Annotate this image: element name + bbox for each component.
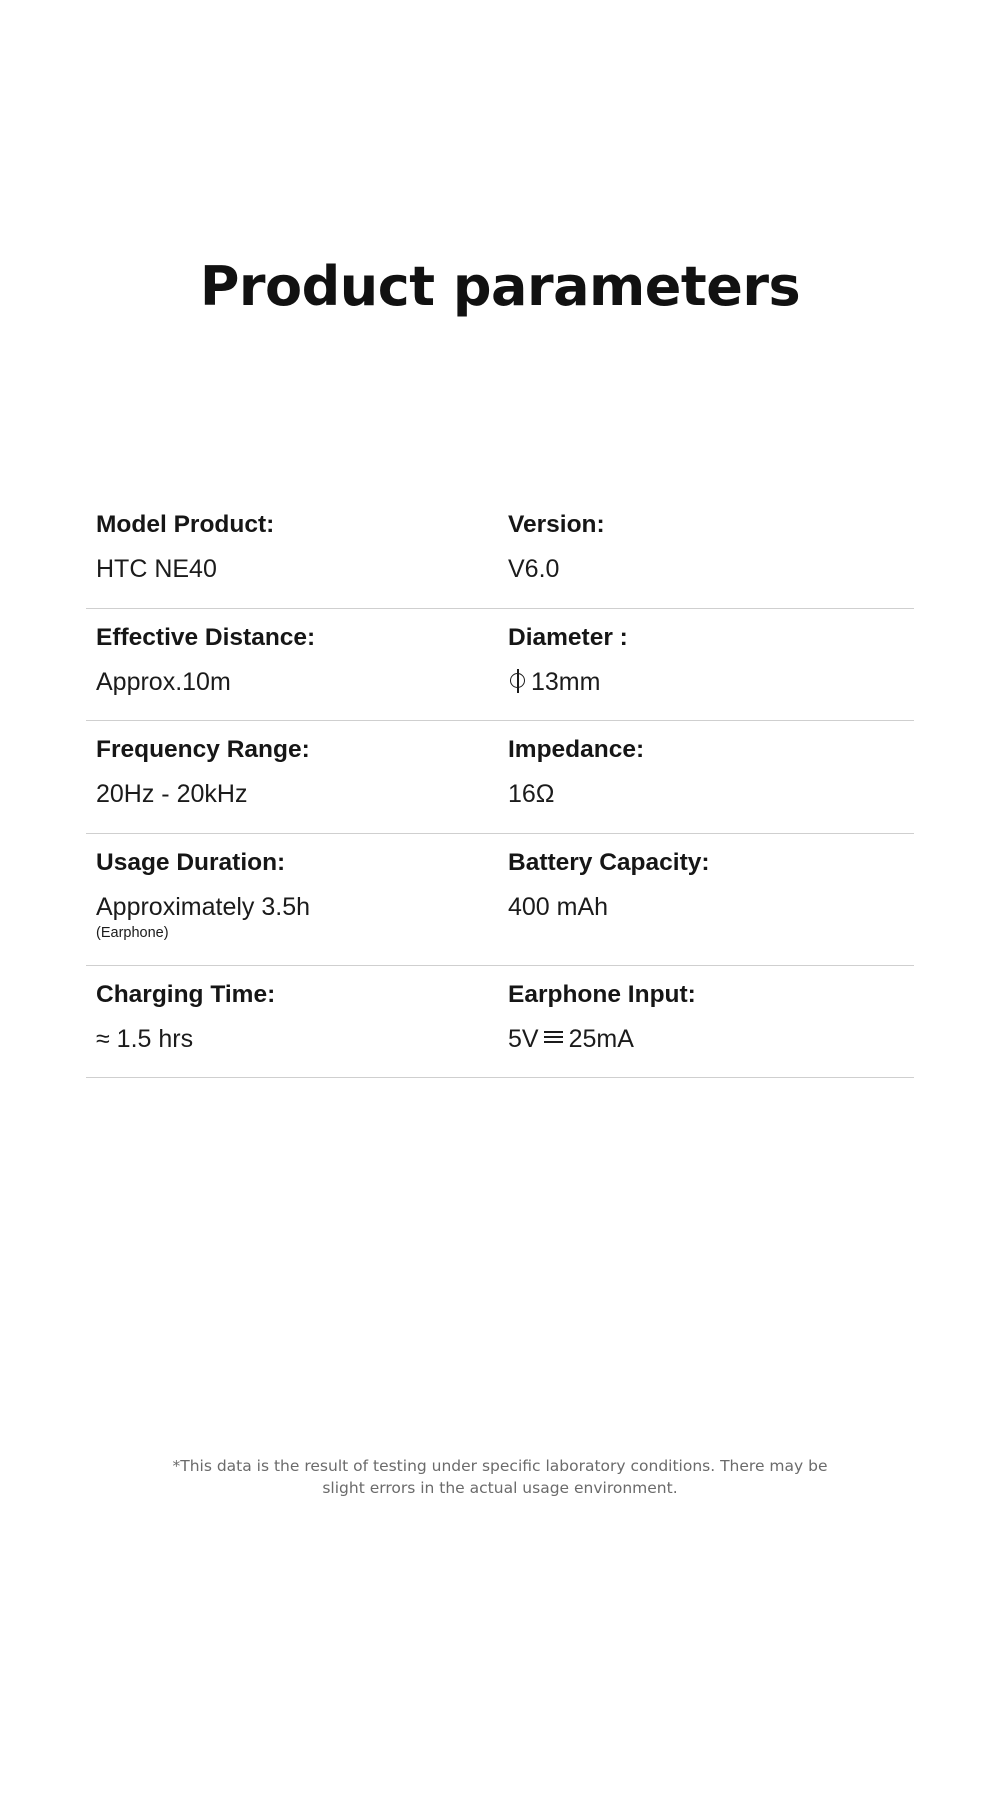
footnote-line-2: slight errors in the actual usage environment. (322, 1479, 678, 1498)
spec-label: Model Product: (96, 511, 275, 538)
table-row (86, 834, 914, 966)
spec-label: Battery Capacity: (508, 848, 710, 876)
spec-value: 400 mAh (508, 892, 609, 921)
table-row (86, 966, 914, 1079)
spec-label: Impedance: (508, 736, 645, 764)
footnote (0, 1455, 1000, 1500)
spec-label: Effective Distance: (96, 623, 316, 651)
spec-cell-model-product (86, 508, 500, 586)
spec-value: 20Hz - 20kHz (96, 780, 248, 809)
spec-cell-frequency-range (86, 733, 500, 811)
footnote-line-1: *This data is the result of testing under specific laboratory conditions. There may be (172, 1457, 828, 1475)
spec-label: Charging Time: (96, 980, 276, 1008)
spec-cell-effective-distance (86, 621, 500, 699)
spec-value: V6.0 (508, 555, 560, 584)
specifications-table (86, 500, 914, 1078)
spec-cell-diameter (500, 621, 914, 699)
spec-value-group (508, 666, 904, 699)
spec-value: HTC NE40 (96, 555, 217, 584)
spec-cell-usage-duration (86, 846, 500, 943)
spec-value: 13mm (531, 667, 601, 696)
spec-label: Earphone Input: (508, 980, 696, 1008)
spec-label: Usage Duration: (96, 848, 286, 876)
table-row (86, 500, 914, 609)
spec-cell-battery-capacity (500, 846, 914, 943)
spec-cell-version (500, 508, 914, 586)
spec-cell-charging-time (86, 978, 500, 1056)
dc-current-symbol-icon (541, 1029, 567, 1045)
spec-value: ≈ 1.5 hrs (96, 1024, 194, 1053)
spec-value-prefix: 5V (508, 1024, 539, 1053)
table-row (86, 609, 914, 722)
spec-value: Approximately 3.5h (96, 892, 311, 921)
spec-value-suffix: 25mA (568, 1024, 634, 1053)
spec-cell-earphone-input (500, 978, 914, 1056)
spec-cell-impedance (500, 733, 914, 811)
spec-value-group (508, 1023, 904, 1056)
spec-label: Frequency Range: (96, 736, 310, 764)
spec-value: 16Ω (508, 780, 555, 809)
diameter-symbol-icon (508, 669, 528, 695)
table-row (86, 721, 914, 834)
spec-value: Approx.10m (96, 667, 231, 696)
spec-label: Version: (508, 511, 605, 538)
page-title: Product parameters (199, 255, 801, 318)
spec-subvalue: (Earphone) (96, 925, 169, 942)
spec-label: Diameter : (508, 623, 628, 651)
